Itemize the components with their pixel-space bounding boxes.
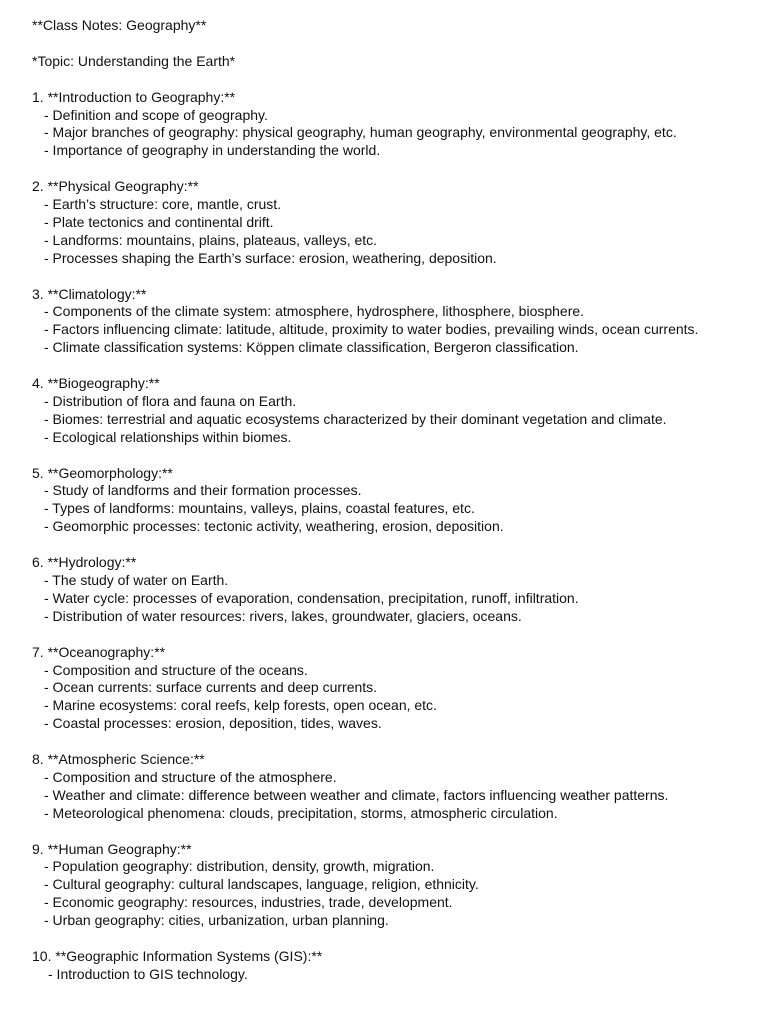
list-item: - Population geography: distribution, density, growth, migration. <box>44 858 435 875</box>
section-heading: 6. **Hydrology:** <box>32 554 137 571</box>
list-item: - Urban geography: cities, urbanization, urban planning. <box>44 912 389 929</box>
section-heading: 8. **Atmospheric Science:** <box>32 751 205 768</box>
list-item: - Ocean currents: surface currents and deep currents. <box>44 679 378 696</box>
section-geomorphology <box>32 465 747 537</box>
list-item: - Coastal processes: erosion, deposition, tides, waves. <box>44 715 382 732</box>
list-item: - Definition and scope of geography. <box>44 106 268 123</box>
section-human-geography <box>32 841 747 931</box>
list-item: - Study of landforms and their formation processes. <box>44 482 362 499</box>
section-gis <box>32 948 747 984</box>
list-item: - Landforms: mountains, plains, plateaus, valleys, etc. <box>44 231 378 248</box>
section-climatology <box>32 286 747 358</box>
list-item: - Ecological relationships within biomes. <box>44 428 292 445</box>
section-heading: 9. **Human Geography:** <box>32 840 192 857</box>
section-atmospheric-science <box>32 751 747 823</box>
list-item: - Geomorphic processes: tectonic activity, weathering, erosion, deposition. <box>44 518 504 535</box>
list-item: - Distribution of flora and fauna on Earth. <box>44 392 297 409</box>
list-item: - Composition and structure of the atmosphere. <box>44 768 337 785</box>
list-item: - Earth’s structure: core, mantle, crust. <box>44 196 282 213</box>
list-item: - Climate classification systems: Köppen climate classification, Bergeron classification. <box>44 339 579 356</box>
section-heading: 7. **Oceanography:** <box>32 643 166 660</box>
list-item: - Major branches of geography: physical geography, human geography, environmental geography, etc. <box>44 124 677 141</box>
section-hydrology <box>32 554 747 626</box>
list-item: - Meteorological phenomena: clouds, precipitation, storms, atmospheric circulation. <box>44 804 558 821</box>
class-notes <box>32 17 747 1002</box>
list-item: - Components of the climate system: atmosphere, hydrosphere, lithosphere, biosphere. <box>44 303 585 320</box>
list-item: - Plate tectonics and continental drift. <box>44 213 274 230</box>
list-item: - The study of water on Earth. <box>44 571 229 588</box>
section-physical-geography <box>32 178 747 268</box>
section-heading: 1. **Introduction to Geography:** <box>32 88 236 105</box>
list-item: - Factors influencing climate: latitude, altitude, proximity to water bodies, prevailing winds, ocean currents. <box>44 321 699 338</box>
section-biogeography <box>32 375 747 447</box>
section-heading: 4. **Biogeography:** <box>32 375 160 392</box>
doc-title: **Class Notes: Geography** <box>32 17 207 33</box>
list-item: - Water cycle: processes of evaporation, condensation, precipitation, runoff, infiltration. <box>44 589 579 606</box>
list-item: - Importance of geography in understanding the world. <box>44 142 381 159</box>
list-item: - Introduction to GIS technology. <box>48 965 248 982</box>
section-introduction <box>32 89 747 161</box>
list-item: - Types of landforms: mountains, valleys, plains, coastal features, etc. <box>44 500 475 517</box>
section-heading: 10. **Geographic Information Systems (GIS):** <box>32 947 323 964</box>
section-heading: 2. **Physical Geography:** <box>32 178 199 195</box>
list-item: - Marine ecosystems: coral reefs, kelp forests, open ocean, etc. <box>44 697 437 714</box>
list-item: - Processes shaping the Earth’s surface: erosion, weathering, deposition. <box>44 249 497 266</box>
section-oceanography <box>32 644 747 734</box>
section-heading: 3. **Climatology:** <box>32 285 147 302</box>
list-item: - Cultural geography: cultural landscapes, language, religion, ethnicity. <box>44 876 479 893</box>
doc-topic: *Topic: Understanding the Earth* <box>32 52 236 69</box>
section-heading: 5. **Geomorphology:** <box>32 464 173 481</box>
list-item: - Biomes: terrestrial and aquatic ecosystems characterized by their dominant vegetation and climate. <box>44 410 667 427</box>
list-item: - Distribution of water resources: rivers, lakes, groundwater, glaciers, oceans. <box>44 607 522 624</box>
list-item: - Weather and climate: difference between weather and climate, factors influencing weather patterns. <box>44 786 669 803</box>
list-item: - Economic geography: resources, industries, trade, development. <box>44 894 453 911</box>
list-item: - Composition and structure of the oceans. <box>44 661 308 678</box>
